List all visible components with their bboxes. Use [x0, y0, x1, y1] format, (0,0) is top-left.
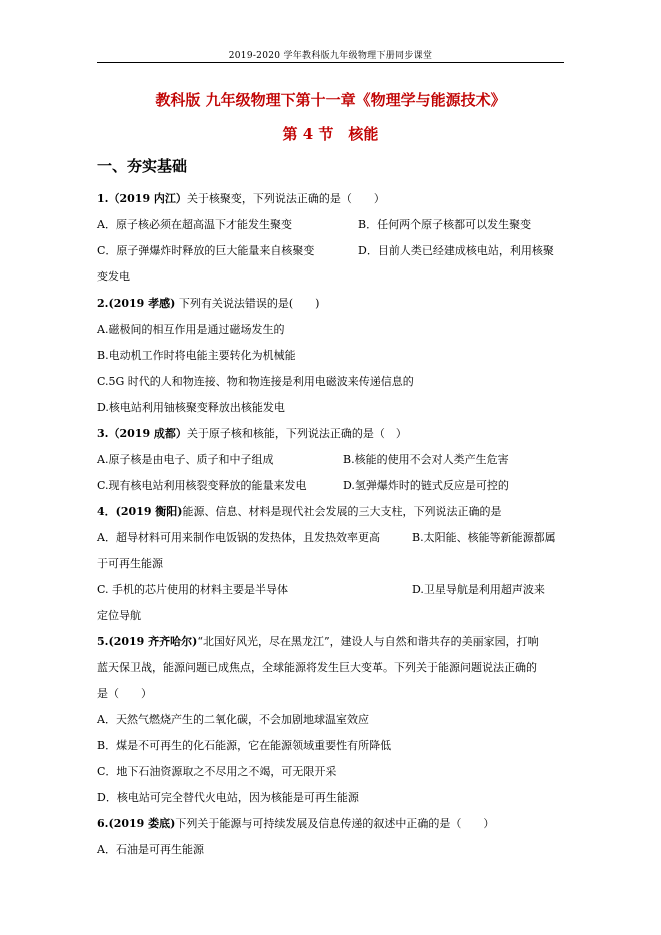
question-number: 2.: [97, 297, 109, 310]
q5-option-b: B．煤是不可再生的化石能源，它在能源领域重要性有所降低: [97, 739, 392, 752]
question-source: （2019 成都）: [108, 427, 187, 440]
question-source: (2019 衡阳): [115, 505, 183, 518]
q5-option-d: D．核电站可完全替代火电站，因为核能是可再生能源: [97, 791, 359, 804]
q6-option-a: A．石油是可再生能源: [97, 843, 204, 856]
question-5-stem-line-3: 是（ ）: [97, 687, 152, 700]
q1-option-a: A．原子核必须在超高温下才能发生聚变: [97, 218, 292, 231]
q5-option-a: A．天然气燃烧产生的二氧化碳，不会加剧地球温室效应: [97, 713, 369, 726]
q4-option-a: A．超导材料可用来制作电饭锅的发热体，且发热效率更高: [97, 531, 380, 544]
q4-option-d-continued: 定位导航: [97, 609, 141, 622]
question-source: (2019 娄底): [108, 817, 176, 830]
question-number: 1.: [97, 192, 109, 205]
question-source: (2019 齐齐哈尔): [108, 635, 198, 648]
q4-option-d: D.卫星导航是利用超声波来: [412, 583, 545, 596]
q4-option-b: B.太阳能、核能等新能源都属: [412, 531, 556, 544]
q1-option-d-continued: 变发电: [97, 270, 130, 283]
q1-option-c: C．原子弹爆炸时释放的巨大能量来自核聚变: [97, 244, 315, 257]
question-text: 关于原子核和核能，下列说法正确的是（ ）: [186, 427, 407, 440]
q4-option-b-continued: 于可再生能源: [97, 557, 163, 570]
question-text: “北国好风光，尽在黑龙江”，建设人与自然和谐共存的美丽家园，打响: [197, 635, 539, 648]
q1-option-b: B．任何两个原子核都可以发生聚变: [358, 218, 532, 231]
q5-option-c: C．地下石油资源取之不尽用之不竭，可无限开采: [97, 765, 337, 778]
question-6-stem: [97, 815, 494, 831]
q3-option-d: D.氢弹爆炸时的链式反应是可控的: [343, 479, 509, 492]
q2-option-b: B.电动机工作时将电能主要转化为机械能: [97, 349, 296, 362]
q2-option-a: A.磁极间的相互作用是通过磁场发生的: [97, 323, 285, 336]
question-number: 3.: [97, 427, 109, 440]
header-rule: [97, 62, 564, 63]
document-title: 教科版 九年级物理下第十一章《物理学与能源技术》: [155, 91, 506, 109]
question-text: 能源、信息、材料是现代社会发展的三大支柱，下列说法正确的是: [182, 505, 502, 518]
question-text: 下列关于能源与可持续发展及信息传递的叙述中正确的是（ ）: [175, 817, 495, 830]
question-number: 4．: [97, 505, 116, 518]
question-4-stem: [97, 503, 502, 519]
section-title: 第 4 节 核能: [282, 125, 379, 143]
q2-option-d: D.核电站利用铀核聚变释放出核能发电: [97, 401, 285, 414]
q1-option-d: D．目前人类已经建成核电站，利用核聚: [358, 244, 554, 257]
question-2-stem: [97, 295, 319, 311]
question-text: 关于核聚变，下列说法正确的是（ ）: [186, 192, 385, 205]
question-text: 下列有关说法错误的是( ): [175, 297, 320, 310]
q4-option-c: C. 手机的芯片使用的材料主要是半导体: [97, 583, 289, 596]
question-3-stem: [97, 425, 407, 441]
q3-option-c: C.现有核电站利用核裂变释放的能量来发电: [97, 479, 307, 492]
question-5-stem-line-2: 蓝天保卫战，能源问题已成焦点，全球能源将发生巨大变革。下列关于能源问题说法正确的: [97, 661, 537, 674]
question-source: (2019 孝感): [108, 297, 176, 310]
question-source: （2019 内江）: [108, 192, 187, 205]
q3-option-a: A.原子核是由电子、质子和中子组成: [97, 453, 274, 466]
part-heading: 一、夯实基础: [97, 157, 188, 175]
question-number: 5.: [97, 635, 109, 648]
q2-option-c: C.5G 时代的人和物连接、物和物连接是利用电磁波来传递信息的: [97, 375, 414, 388]
question-5-stem: [97, 633, 539, 649]
question-number: 6.: [97, 817, 109, 830]
q3-option-b: B.核能的使用不会对人类产生危害: [343, 453, 509, 466]
page-header: 2019-2020 学年教科版九年级物理下册同步课堂: [228, 51, 433, 61]
question-1-stem: [97, 190, 385, 206]
